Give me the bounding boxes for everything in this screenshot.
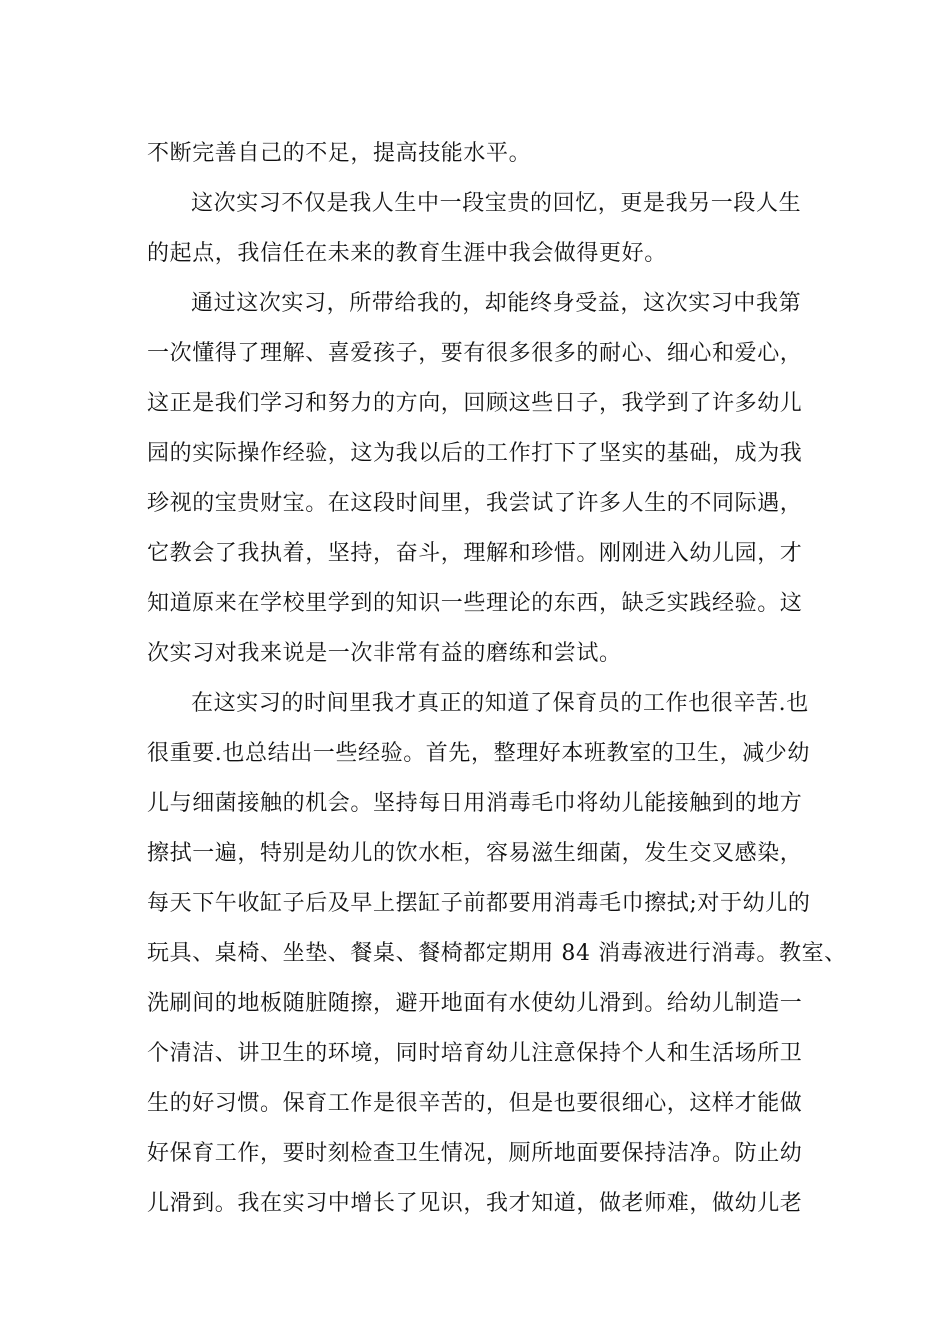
- text-line: 一次懂得了理解、喜爱孩子，要有很多很多的耐心、细心和爱心，: [147, 341, 803, 366]
- text-line: 玩具、桌椅、坐垫、餐桌、餐椅都定期用 84 消毒液进行消毒。教室、: [147, 941, 847, 966]
- text-line: 园的实际操作经验，这为我以后的工作打下了坚实的基础，成为我: [147, 441, 803, 466]
- text-line: 好保育工作，要时刻检查卫生情况，厕所地面要保持洁净。防止幼: [147, 1141, 803, 1166]
- text-line: 的起点，我信任在未来的教育生涯中我会做得更好。: [147, 241, 667, 266]
- text-line: 次实习对我来说是一次非常有益的磨练和尝试。: [147, 641, 622, 666]
- text-line: 擦拭一遍，特别是幼儿的饮水柜，容易滋生细菌，发生交叉感染，: [147, 841, 803, 866]
- text-line: 每天下午收缸子后及早上摆缸子前都要用消毒毛巾擦拭;对于幼儿的: [147, 891, 811, 916]
- text-line: 儿滑到。我在实习中增长了见识，我才知道，做老师难，做幼儿老: [147, 1191, 803, 1216]
- text-line: 在这实习的时间里我才真正的知道了保育员的工作也很辛苦.也: [191, 691, 809, 716]
- text-line: 珍视的宝贵财宝。在这段时间里，我尝试了许多人生的不同际遇，: [147, 491, 803, 516]
- text-line: 这正是我们学习和努力的方向，回顾这些日子，我学到了许多幼儿: [147, 391, 803, 416]
- text-line: 洗刷间的地板随脏随擦，避开地面有水使幼儿滑到。给幼儿制造一: [147, 991, 803, 1016]
- text-line: 知道原来在学校里学到的知识一些理论的东西，缺乏实践经验。这: [147, 591, 803, 616]
- document-body: [147, 129, 847, 1229]
- text-line: 生的好习惯。保育工作是很辛苦的，但是也要很细心，这样才能做: [147, 1091, 803, 1116]
- text-line: 不断完善自己的不足，提高技能水平。: [147, 141, 532, 166]
- text-line: 这次实习不仅是我人生中一段宝贵的回忆，更是我另一段人生: [191, 191, 802, 216]
- text-line: 儿与细菌接触的机会。坚持每日用消毒毛巾将幼儿能接触到的地方: [147, 791, 803, 816]
- text-line: 它教会了我执着，坚持，奋斗，理解和珍惜。刚刚进入幼儿园，才: [147, 541, 803, 566]
- text-line: 很重要.也总结出一些经验。首先，整理好本班教室的卫生，减少幼: [147, 741, 810, 766]
- text-line: 通过这次实习，所带给我的，却能终身受益，这次实习中我第: [191, 291, 802, 316]
- text-line: 个清洁、讲卫生的环境，同时培育幼儿注意保持个人和生活场所卫: [147, 1041, 803, 1066]
